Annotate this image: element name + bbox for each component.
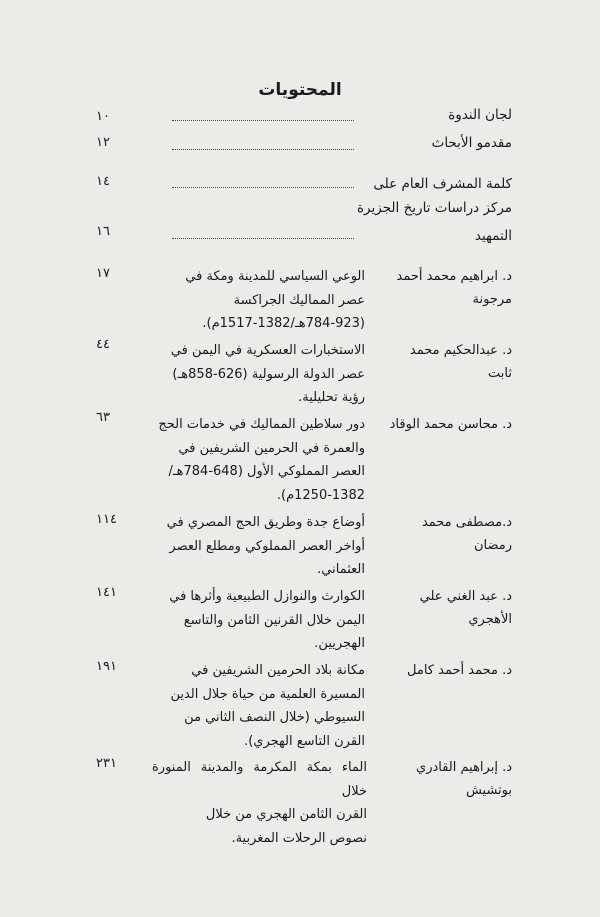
- dot-leader: [172, 120, 354, 121]
- paper-title-line: السيوطي (خلال النصف الثاني من: [184, 710, 365, 725]
- page-number: ١٤: [96, 174, 110, 189]
- paper-title-line: عصر الدولة الرسولية (626-858هـ): [172, 366, 365, 382]
- paper-author: د. محمد أحمد كامل: [407, 663, 512, 678]
- page-number: ١٤١: [96, 585, 117, 600]
- paper-title-line: القرن الثامن الهجري من خلال: [205, 807, 367, 822]
- paper-title-line: الكوارث والنوازل الطبيعية وأثرها في: [169, 589, 365, 604]
- paper-title-line: الهجريين.: [314, 636, 365, 651]
- paper-author: د. ابراهيم محمد أحمد مرجونة: [396, 269, 512, 307]
- paper-title: [157, 413, 365, 507]
- page-number: ١٠: [96, 109, 110, 124]
- paper-title-line: اليمن خلال القرنين الثامن والتاسع: [183, 612, 365, 628]
- paper-title-line: أوضاع جدة وطريق الحج المصري في: [166, 515, 365, 530]
- paper-title: [157, 511, 365, 582]
- paper-author: د.مصطفى محمد رمضان: [421, 515, 512, 553]
- paper-author: د. محاسن محمد الوقاد: [389, 417, 512, 432]
- dot-leader: [172, 238, 354, 239]
- paper-author: د. إبراهيم القادري بوتشيش: [416, 760, 512, 798]
- page-number: ١٢: [96, 135, 110, 150]
- page-number: ١٩١: [96, 659, 117, 674]
- paper-title-line: العثماني.: [317, 562, 365, 577]
- paper-title-line: الماء بمكة المكرمة والمدينة المنورة خلال: [152, 760, 367, 799]
- toc-label-presenters: مقدمو الأبحاث: [431, 135, 512, 151]
- paper-title: [157, 339, 365, 410]
- paper-title-line: مكانة بلاد الحرمين الشريفين في: [191, 663, 365, 678]
- dot-leader: [172, 149, 354, 150]
- dot-leader: [172, 187, 354, 188]
- toc-label-supervisor-line-1: كلمة المشرف العام على: [373, 176, 512, 192]
- page-number: ١٦: [96, 224, 110, 239]
- paper-title: [157, 265, 365, 336]
- paper-title-line: رؤية تحليلية.: [298, 390, 365, 405]
- paper-author: د. عبد الغني علي الأهجري: [419, 589, 512, 627]
- paper-title: [152, 756, 367, 850]
- paper-title-line: المسيرة العلمية من حياة جلال الدين: [170, 686, 365, 702]
- paper-title: [157, 659, 365, 753]
- toc-label-supervisor-line-2: مركز دراسات تاريخ الجزيرة: [356, 200, 512, 216]
- paper-title-line: الاستخبارات العسكرية في اليمن في: [170, 343, 365, 358]
- paper-title-line: (784-923هـ/1382-1517م).: [202, 316, 365, 331]
- paper-title-line: أواخر العصر المملوكي ومطلع العصر: [169, 538, 365, 554]
- paper-title-line: عصر المماليك الجراكسة: [233, 292, 365, 308]
- paper-title-line: دور سلاطين المماليك في خدمات الحج: [158, 417, 365, 432]
- page-number: ٤٤: [96, 337, 110, 352]
- paper-author: د. عبدالحكيم محمد ثابت: [409, 343, 512, 381]
- paper-title: [157, 585, 365, 656]
- paper-title-line: القرن التاسع الهجري).: [244, 733, 365, 749]
- paper-title-line: 1250-1382م).: [276, 487, 365, 503]
- page-title: المحتويات: [258, 80, 342, 100]
- toc-label-introduction: التمهيد: [474, 228, 512, 244]
- page-number: ٢٣١: [96, 756, 117, 771]
- page-number: ٦٣: [96, 410, 110, 425]
- page-number: ١٧: [96, 266, 110, 281]
- paper-title-line: الوعي السياسي للمدينة ومكة في: [185, 269, 365, 284]
- paper-title-line: العصر المملوكي الأول (648-784هـ/: [168, 464, 365, 479]
- paper-title-line: نصوص الرحلات المغربية.: [231, 830, 367, 846]
- page-number: ١١٤: [96, 512, 117, 527]
- toc-label-committees: لجان الندوة: [448, 107, 512, 123]
- paper-title-line: والعمرة في الحرمين الشريفين في: [178, 440, 365, 456]
